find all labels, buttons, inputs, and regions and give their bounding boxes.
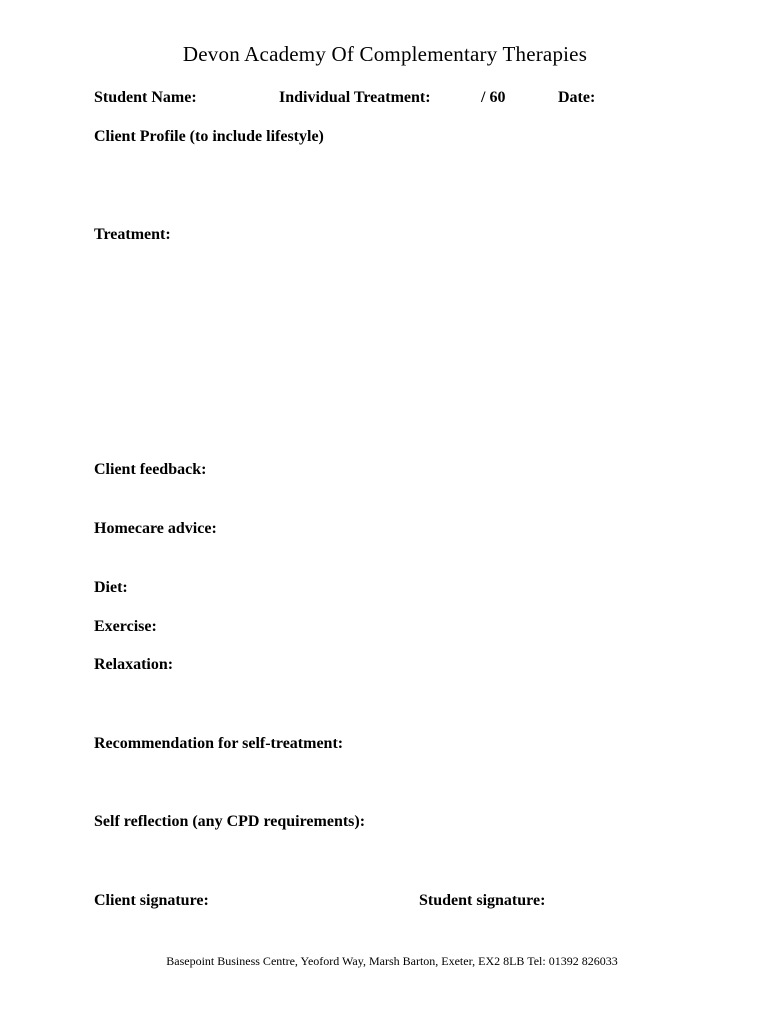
footer-address: Basepoint Business Centre, Yeoford Way, Marsh Barton, Exeter, EX2 8LB Tel: 01392 826033 [166,954,618,968]
diet-label: Diet: [94,579,128,596]
score-total: / 60 [481,89,506,106]
self-reflection-heading: Self reflection (any CPD requirements): [94,813,366,830]
client-profile-heading: Client Profile (to include lifestyle) [94,128,324,145]
date-label: Date: [558,89,596,106]
student-name-label: Student Name: [94,89,197,106]
client-signature-label: Client signature: [94,892,209,909]
client-feedback-heading: Client feedback: [94,461,207,478]
exercise-label: Exercise: [94,618,157,635]
individual-treatment-label: Individual Treatment: [279,89,431,106]
treatment-heading: Treatment: [94,226,171,243]
self-treatment-heading: Recommendation for self-treatment: [94,735,344,752]
page-title: Devon Academy Of Complementary Therapies [182,42,588,66]
relaxation-label: Relaxation: [94,656,174,673]
student-signature-label: Student signature: [419,892,546,909]
homecare-advice-heading: Homecare advice: [94,520,217,537]
